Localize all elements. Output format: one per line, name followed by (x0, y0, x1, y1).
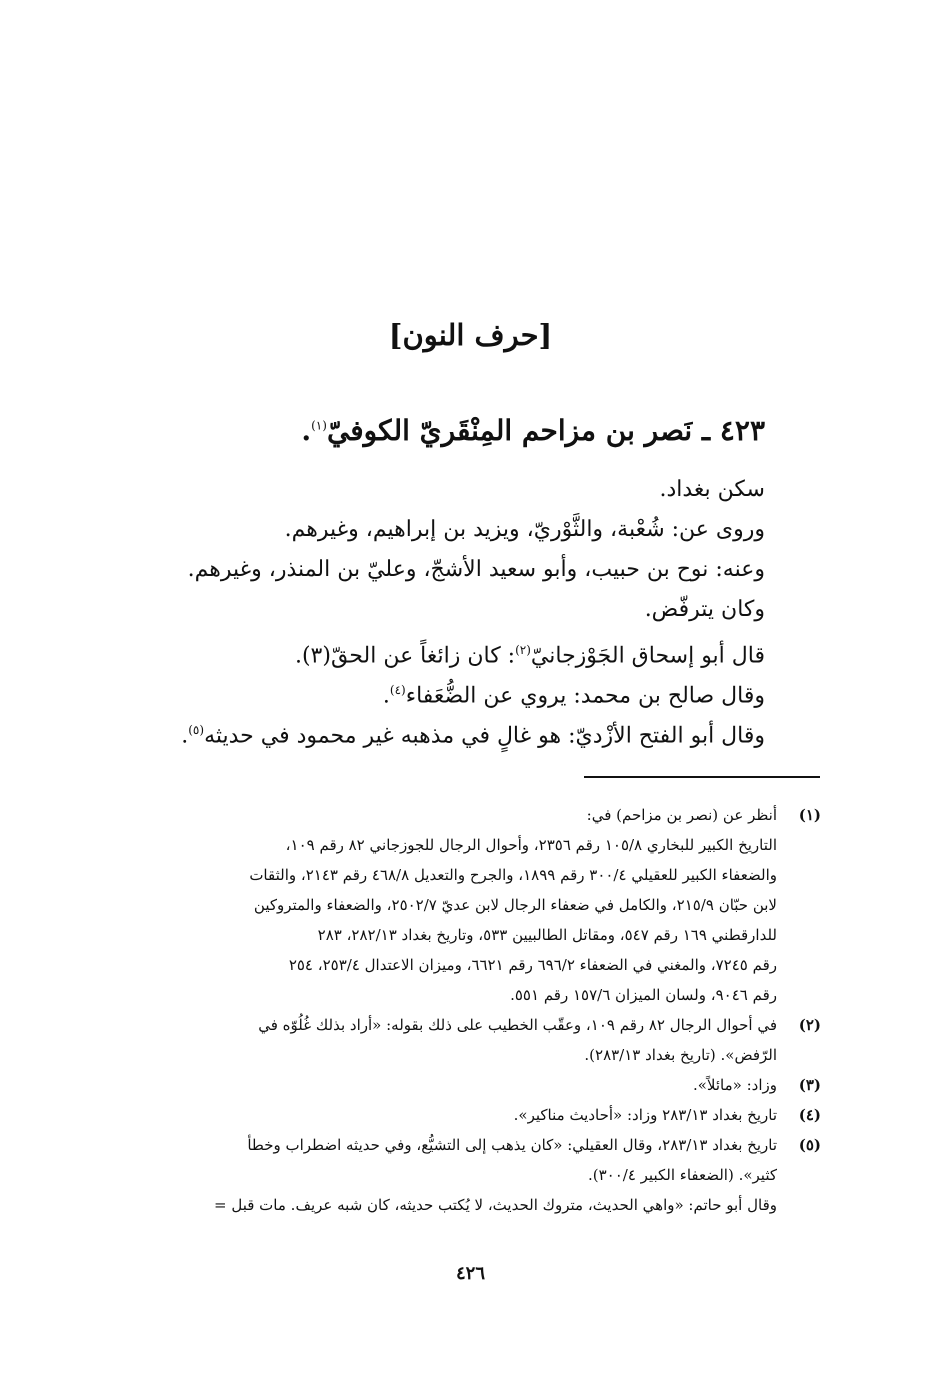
body-line-text: قال أبو إسحاق الجَوْزجانيّ (530, 643, 765, 669)
footnote-number: (٥) (798, 1136, 821, 1154)
footnote-ref: (١) (311, 418, 327, 433)
footnote-line: وزاد: «مائلاً». (692, 1076, 777, 1094)
footnote-ref: (٥) (188, 723, 205, 737)
footnote-line: والضعفاء الكبير للعقيلي ٣٠٠/٤ رقم ١٨٩٩، والجرح والتعديل ٤٦٨/٨ رقم ٢١٤٣، والثقات (249, 866, 777, 884)
body-line (145, 510, 765, 550)
footnote (121, 1100, 821, 1130)
body-line-text: وكان يترفّض. (644, 597, 765, 622)
body-line-text: سكن بغداد. (659, 477, 765, 502)
footnote-line: أنظر عن (نصر بن مزاحم) في: (586, 806, 777, 824)
body-line-text: وقال صالح بن محمد: يروي عن الضُّعَفاء (405, 683, 765, 709)
body-line-tail: : كان زائغاً عن الحقّ(٣). (294, 643, 516, 669)
body-line-text: وروى عن: شُعْبة، والثَّوْريّ، ويزيد بن إبراهيم، وغيرهم. (284, 517, 765, 542)
page-number: ٤٢٦ (455, 1263, 485, 1284)
body-line (145, 470, 765, 510)
footnote-line: كثير». (الضعفاء الكبير ٣٠٠/٤). (587, 1166, 777, 1184)
body-line (145, 670, 765, 710)
body-line-text: وعنه: نوح بن حبيب، وأبو سعيد الأشجّ، وعليّ بن المنذر، وغيرهم. (187, 557, 765, 582)
body-line (145, 590, 765, 630)
footnotes (121, 800, 821, 1220)
footnote-line: في أحوال الرجال ٨٢ رقم ١٠٩، وعقّب الخطيب على ذلك بقوله: «أراد بذلك غُلُوّه في (258, 1016, 777, 1034)
footnote-number: (١) (798, 806, 821, 824)
footnote-number: (٣) (798, 1076, 821, 1094)
body-line-tail: . (382, 683, 390, 709)
footnote-line: الرّفض». (تاريخ بغداد ٢٨٣/١٣). (584, 1046, 777, 1064)
footnote (121, 1070, 821, 1100)
footnote (121, 800, 821, 1010)
body-line (145, 710, 765, 750)
footnote-line: التاريخ الكبير للبخاري ١٠٥/٨ رقم ٢٣٥٦، وأحوال الرجال للجوزجاني ٨٢ رقم ١٠٩، (285, 836, 777, 854)
footnote-ref: (٢) (515, 643, 531, 657)
entry-body (145, 470, 765, 750)
footnote-separator (584, 776, 820, 778)
section-title: [حرف النون] (388, 318, 553, 352)
entry-heading (165, 414, 765, 447)
entry-heading-text: ٤٢٣ ـ نَصر بن مزاحم المِنْقَريّ الكوفيّ (326, 414, 765, 447)
footnote-line: للدارقطني ١٦٩ رقم ٥٤٧، ومقاتل الطالبيين ٥٣٣، وتاريخ بغداد ٢٨٢/١٣، ٢٨٣ (317, 926, 777, 944)
footnote-line: تاريخ بغداد ٢٨٣/١٣ وزاد: «أحاديث مناكير». (513, 1106, 777, 1124)
footnote-line: رقم ٧٢٤٥، والمغني في الضعفاء ٦٩٦/٢ رقم ٦٦٢١، وميزان الاعتدال ٢٥٣/٤، ٢٥٤ (288, 956, 777, 974)
footnote-line: لابن حبّان ٢١٥/٩، والكامل في ضعفاء الرجال لابن عديّ ٢٥٠٢/٧، والضعفاء والمتروكين (253, 896, 777, 914)
footnote-line: رقم ٩٠٤٦، ولسان الميزان ١٥٧/٦ رقم ٥٥١. (510, 986, 777, 1004)
body-line-text: وقال أبو الفتح الأزْديّ: هو غالٍ في مذهبه غير محمود في حديثه (204, 723, 765, 749)
body-line (145, 630, 765, 670)
footnote-ref: (٤) (389, 683, 406, 697)
body-line (145, 550, 765, 590)
footnote (121, 1130, 821, 1190)
body-line-tail: . (181, 723, 189, 749)
entry-heading-end: . (301, 414, 312, 447)
footnote (121, 1010, 821, 1070)
footnote-line: تاريخ بغداد ٢٨٣/١٣، وقال العقيلي: «كان يذهب إلى التشيُّع، وفي حديثه اضطراب وخطأ (247, 1136, 777, 1154)
footnote-number: (٤) (798, 1106, 821, 1124)
footnote-continuation: وقال أبو حاتم: «واهي الحديث، متروك الحديث، لا يُكتب حديثه، كان شبه عريف. مات قبل = (214, 1196, 777, 1214)
footnote-number: (٢) (798, 1016, 821, 1034)
